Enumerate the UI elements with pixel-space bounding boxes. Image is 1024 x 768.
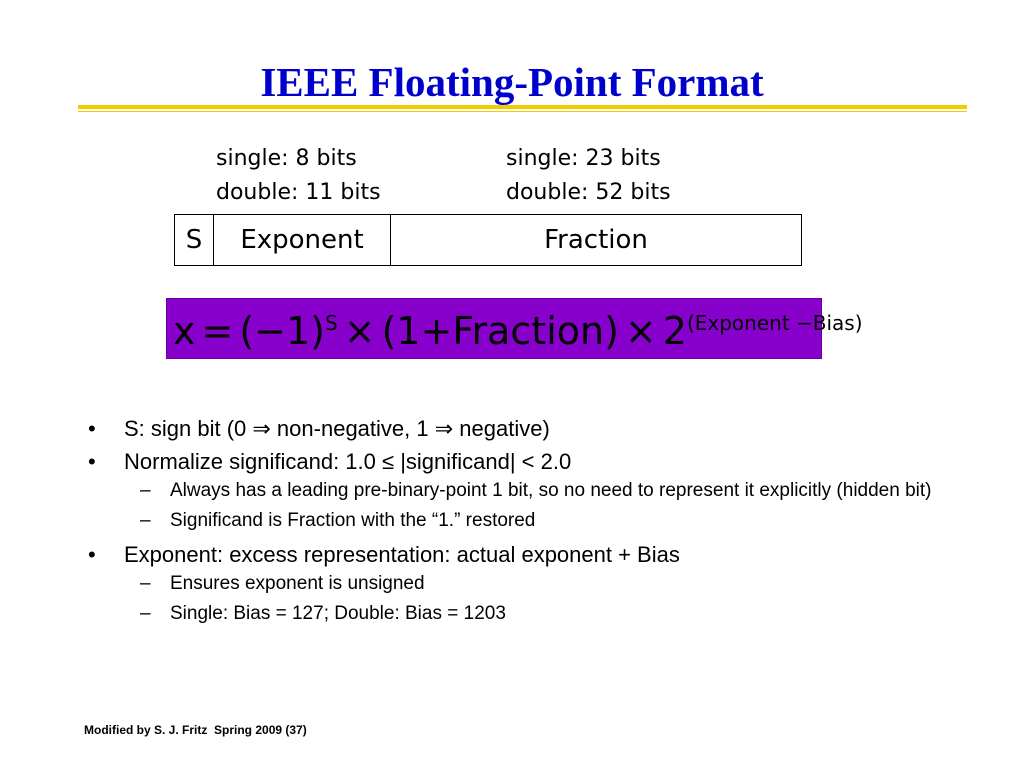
formula-mantissa: (1+Fraction)	[381, 309, 619, 353]
exponent-field: Exponent	[214, 215, 391, 265]
formula-power: (Exponent −Bias)	[686, 311, 863, 335]
bullet-marker: •	[88, 542, 96, 567]
formula-two: 2	[662, 309, 687, 353]
sub-bullet-item	[88, 603, 968, 625]
formula-times-2: ×	[624, 309, 657, 353]
bullet-text: Normalize significand: 1.0 ≤ |significand| < 2.0	[124, 449, 572, 474]
formula-times-1: ×	[343, 309, 376, 353]
sub-bullet-item	[88, 510, 968, 532]
fraction-single-bits: single: 23 bits	[506, 146, 661, 171]
sub-bullet-text: Single: Bias = 127; Double: Bias = 1203	[170, 603, 506, 624]
sub-bullet-marker: –	[140, 480, 151, 501]
format-diagram	[174, 214, 802, 266]
exponent-bit-widths	[216, 142, 381, 210]
bullet-marker: •	[88, 416, 96, 441]
fraction-field: Fraction	[544, 225, 648, 255]
sub-bullet-item	[88, 573, 968, 595]
formula-sign-base: (−1)	[239, 309, 326, 353]
bullet-item	[88, 414, 968, 444]
fraction-bit-widths	[506, 142, 671, 210]
bullet-list	[88, 414, 968, 633]
title-underline	[78, 105, 967, 109]
bullet-item	[88, 447, 968, 477]
bullet-item	[88, 540, 968, 570]
sub-bullet-text: Always has a leading pre-binary-point 1 bit, so no need to represent it explicitly (hidden bit)	[170, 480, 932, 501]
formula-box	[166, 298, 863, 359]
sub-bullet-marker: –	[140, 573, 151, 594]
bullet-text: Exponent: excess representation: actual exponent + Bias	[124, 542, 680, 567]
sub-bullet-text: Significand is Fraction with the “1.” restored	[170, 510, 536, 531]
value-formula	[173, 304, 863, 364]
fraction-double-bits: double: 52 bits	[506, 180, 671, 205]
sign-field: S	[175, 215, 214, 265]
sub-bullet-item	[88, 480, 968, 502]
exponent-single-bits: single: 8 bits	[216, 146, 357, 171]
sub-bullet-marker: –	[140, 603, 151, 624]
sub-bullet-text: Ensures exponent is unsigned	[170, 573, 425, 594]
footer-credit: Modified by S. J. Fritz Spring 2009 (37)	[84, 723, 307, 737]
exponent-double-bits: double: 11 bits	[216, 180, 381, 205]
sub-bullet-marker: –	[140, 510, 151, 531]
bullet-marker: •	[88, 449, 96, 474]
formula-equals: =	[201, 309, 234, 353]
formula-sign-exponent: S	[325, 311, 338, 335]
formula-x: x	[173, 309, 196, 353]
title-underline-thin	[78, 111, 967, 112]
bullet-text: S: sign bit (0 ⇒ non-negative, 1 ⇒ negative)	[124, 416, 550, 441]
slide-title: IEEE Floating-Point Format	[260, 59, 764, 105]
